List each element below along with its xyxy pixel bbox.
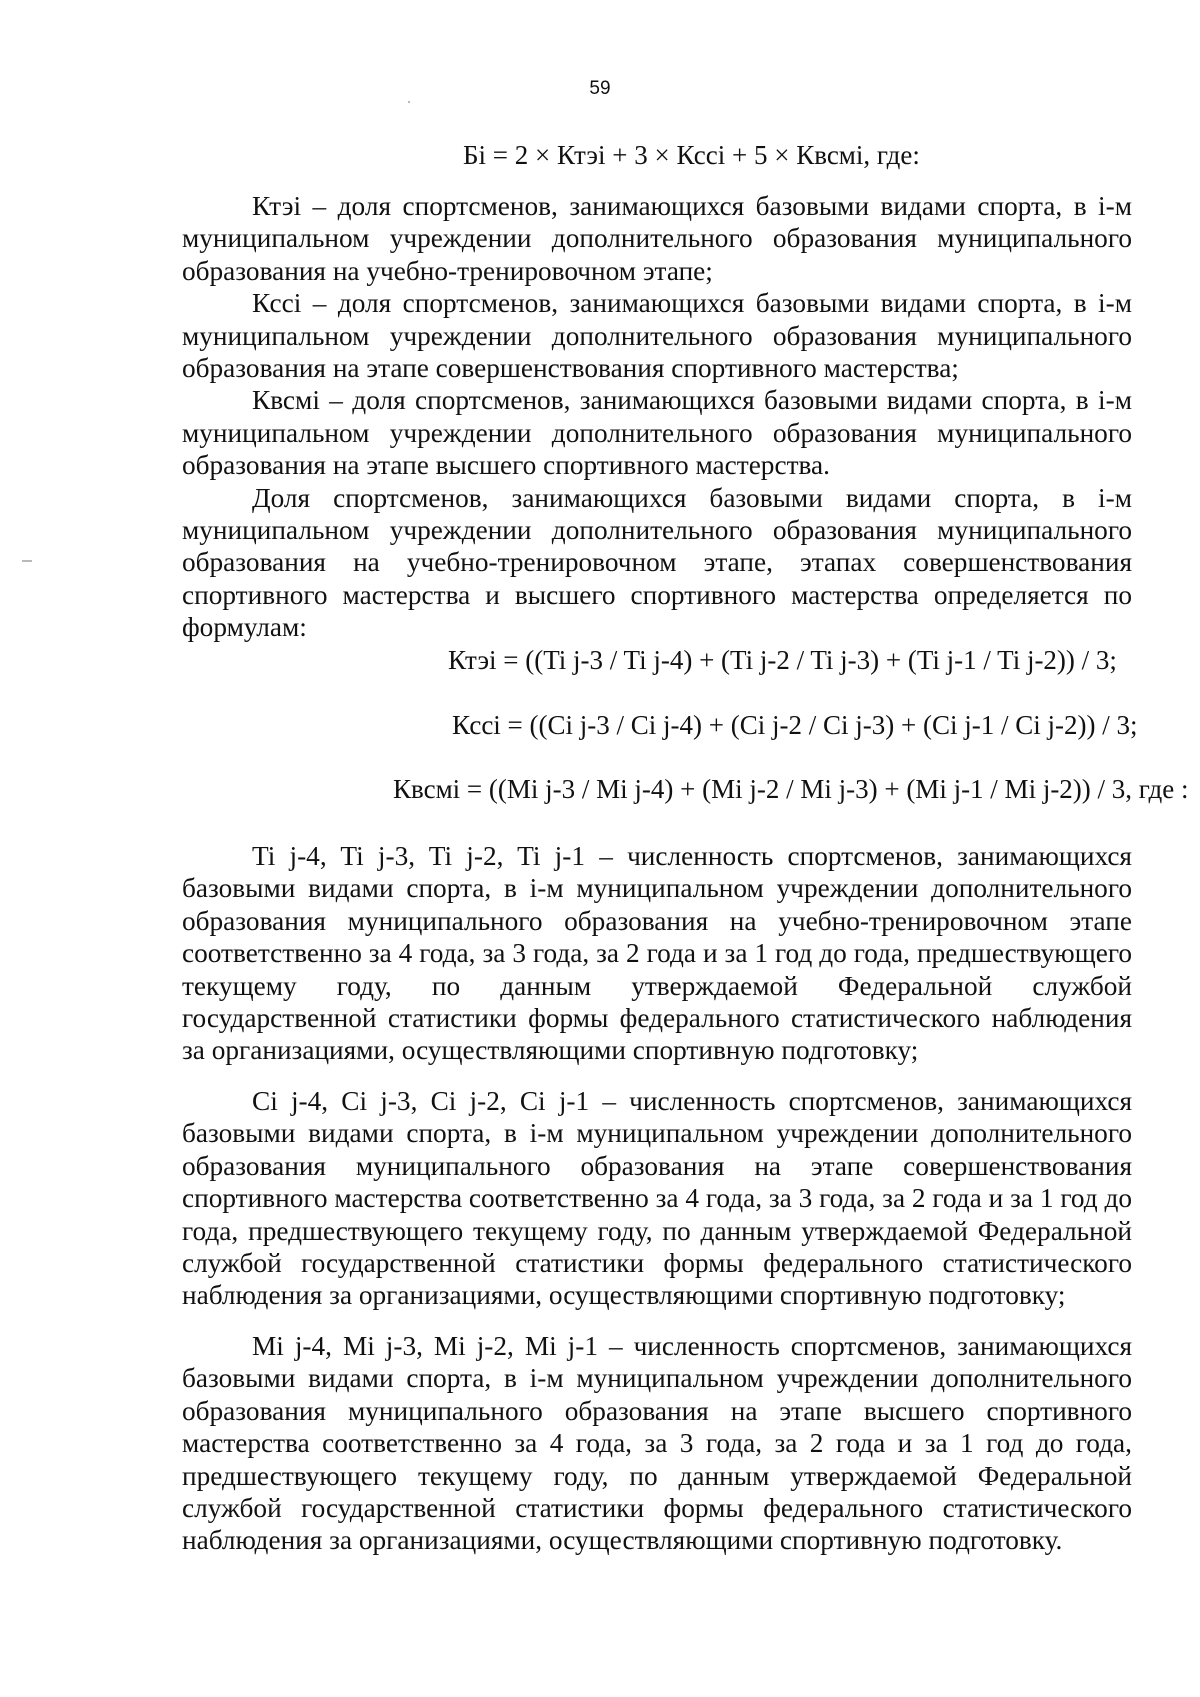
formula-kvsm-text: Квсмi = ((Mi j-3 / Mi j-4) + (Mi j-2 / Mi j-3) + (Mi j-1 / Mi j-2)) / 3, где : <box>393 774 1189 804</box>
count-c-symbols: Ci j-4, Ci j-3, Ci j-2, Ci j-1 <box>252 1086 590 1116</box>
scan-dot <box>408 101 410 103</box>
definition-kte: Ктэi – доля спортсменов, занимающихся базовыми видами спорта, в i-м муниципальном учреждении дополнительного образования муниципального образования на учебно-тренировочном этапе; <box>182 191 1132 286</box>
count-t-paragraph <box>182 840 1132 1067</box>
count-t-block <box>182 840 1132 1067</box>
formula-main <box>463 138 920 172</box>
count-t-text: – численность спортсменов, занимающихся базовыми видами спорта, в i-м муниципальном учреждении дополнительного образования муниципального образования на учебно-тренировочном этапе соответственно за 4 года, за 3 года, за 2 года и за 1 год до года, предшествующего текущему году, по данным утверждаемой Федеральной службой государственной статистики формы федерального статистического наблюдения за организациями, осуществляющими спортивную подготовку; <box>182 841 1132 1066</box>
count-c-text: – численность спортсменов, занимающихся базовыми видами спорта, в i-м муниципальном учреждении дополнительного образования муниципального образования на этапе совершенствования спортивного мастерства соответственно за 4 года, за 3 года, за 2 года и за 1 год до года, предшествующего текущему году, по данным утверждаемой Федеральной службой государственной статистики формы федерального статистического наблюдения за организациями, осуществляющими спортивную подготовку; <box>182 1086 1133 1311</box>
count-c-block <box>182 1085 1132 1312</box>
count-t-symbols: Ti j-4, Ti j-3, Ti j-2, Ti j-1 <box>252 841 585 871</box>
formula-main-text: Бi = 2 × Ктэi + 3 × Кссi + 5 × Квсмi, где: <box>463 140 920 170</box>
count-m-text: – численность спортсменов, занимающихся базовыми видами спорта, в i-м муниципальном учреждении дополнительного образования муниципального образования на этапе высшего спортивного мастерства соответственно за 4 года, за 3 года, за 2 года и за 1 год до года, предшествующего текущему году, по данным утверждаемой Федеральной службой государственной статистики формы федерального статистического наблюдения за организациями, осуществляющими спортивную подготовку. <box>182 1331 1133 1556</box>
count-m-symbols: Mi j-4, Mi j-3, Mi j-2, Mi j-1 <box>252 1331 598 1361</box>
formula-kvsm <box>393 772 1189 806</box>
count-c-paragraph <box>182 1085 1132 1312</box>
formula-kte <box>448 643 1117 677</box>
scan-mark <box>22 560 32 562</box>
count-m-block <box>182 1330 1132 1557</box>
definitions-block <box>182 190 1132 644</box>
definition-kvsm: Квсмi – доля спортсменов, занимающихся базовыми видами спорта, в i-м муниципальном учреждении дополнительного образования муниципального образования на этапе высшего спортивного мастерства. <box>182 385 1132 481</box>
formula-kss-text: Кссi = ((Ci j-3 / Ci j-4) + (Ci j-2 / Ci j-3) + (Ci j-1 / Ci j-2)) / 3; <box>452 710 1138 740</box>
count-m-paragraph <box>182 1330 1132 1557</box>
page-number: 59 <box>589 78 611 99</box>
share-paragraph: Доля спортсменов, занимающихся базовыми видами спорта, в i-м муниципальном учреждении дополнительного образования муниципального образования на учебно-тренировочном этапе, этапах совершенствования спортивного мастерства и высшего спортивного мастерства определяется по формулам: <box>182 482 1132 643</box>
definition-kss: Кссi – доля спортсменов, занимающихся базовыми видами спорта, в i-м муниципальном учреждении дополнительного образования муниципального образования на этапе совершенствования спортивного мастерства; <box>182 288 1132 384</box>
formula-kte-text: Ктэi = ((Ti j-3 / Ti j-4) + (Ti j-2 / Ti j-3) + (Ti j-1 / Ti j-2)) / 3; <box>448 645 1117 675</box>
formula-kss <box>452 708 1137 742</box>
